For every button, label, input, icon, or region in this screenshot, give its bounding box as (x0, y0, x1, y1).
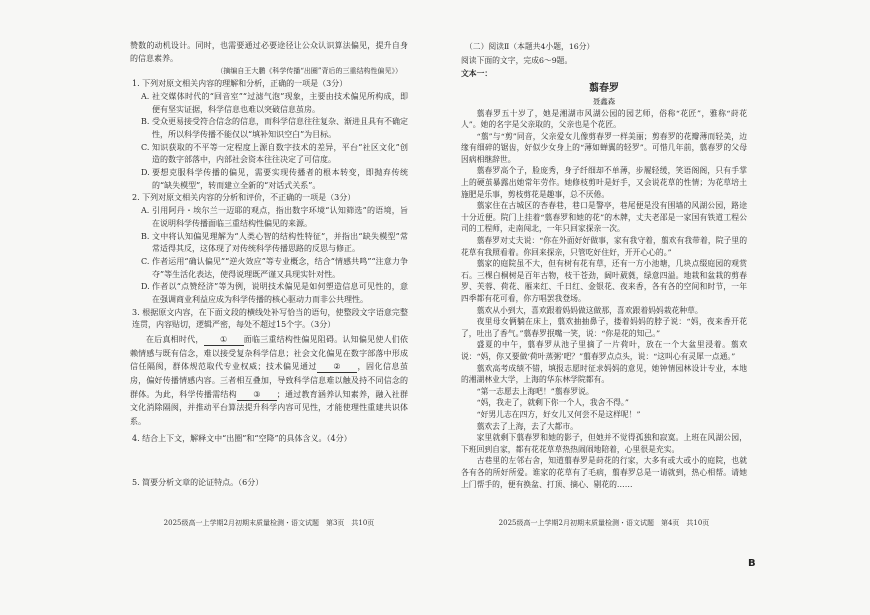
story-title: 翦春罗 (589, 82, 619, 94)
question-2-option-b (130, 231, 408, 256)
question-1 (130, 78, 408, 192)
passage-ending: 赞数的动机设计。同时，也需要通过必要途径让公众认识算法偏见，提升自身的信息素养。 (130, 41, 408, 63)
story-paragraph: 翦家住在古城区的杏春巷，巷口是警亭，巷尾便是没有围墙的风湖公园，路途十分近便。院门上挂着“翦春罗和她的花”的木牌，丈夫老邵是一家国有铁道工程公司的工程师，走南闯北，一年只回家探亲一次。 (461, 201, 747, 234)
story-paragraph: 翦欢从小到大，喜欢跟着妈妈做这做那，喜欢跟着妈妈栽花种草。 (476, 305, 703, 315)
story-paragraph: 家里就剩下翦春罗和她的影子，但她并不觉得孤独和寂寞。上班在风湖公园，下班回到自家，都有花花草草热热闹闹地陪着，心里很是充实。 (461, 433, 747, 454)
story-paragraph: 翦春罗高个子，脸庞秀，身子纤细却不单薄，步履轻缓，笑语阁阁，只有手掌上的硬茧暴露出她常年劳作。她修枝剪叶是好手，又会说花草的性情；为花草培土施肥是乐事，剪枝剪花是趣事，总不厌倦。 (461, 166, 747, 199)
story-paragraph: “第一志愿去上海吧！”翦春罗说。 (476, 386, 594, 396)
story-author: 聂鑫森 (592, 96, 616, 106)
question-3-stem: 3. 根据原文内容，在下面文段的横线处补写恰当的语句，使整段文字语意完整连贯，内容贴切，逻辑严密，每处不超过15个字。（3分） (132, 307, 408, 330)
question-2-stem: 2. 下列对原文相关内容的分析和评价，不正确的一项是（3分） (132, 193, 356, 203)
question-5: 5. 简要分析文章的论证特点。（6分） (132, 478, 264, 488)
option-text: 引用阿丹・埃尔兰一迈耶的观点，指出数字环境“认知筛选”的语境，旨在说明科学传播面临三重结构性偏见的来源。 (152, 206, 408, 228)
passage-text: ，固化信息茧房，偏好传播情感内容。三者相互叠加，导致科学信息难以触及持不同信念的群体。为此，科学传播需结构 (130, 362, 408, 399)
option-label: D. (141, 168, 150, 178)
question-2-option-c (130, 256, 408, 281)
option-label: D. (141, 282, 150, 292)
option-label: B. (141, 117, 150, 127)
story-paragraph: “好男儿志在四方，好女儿又何尝不是这样呢！” (476, 409, 641, 419)
page-footer-left: 2025级高一上学期2月初期末质量检测・语文试题 第3页 共10页 (163, 519, 375, 527)
story-paragraph: 盛夏的中午，翦春罗从池子里摘了一片荷叶，放在一个大盆里浸着。翦欢说：“妈，你又要做‘荷叶蒸粥’吧？”翦春罗点点头，说：“这叫心有灵犀一点通。” (461, 340, 747, 361)
question-3 (130, 307, 408, 429)
question-1-option-d (130, 167, 408, 192)
option-text: 作者运用“确认偏见”“逆火效应”等专业概念，结合“情感共鸣”“注意力争夺”等生活化表达，使得说理既严谨又具现实针对性。 (152, 256, 408, 279)
passage-text: 面临三重结构性偏见阻碍。认知偏见使人们依赖情感与既有信念，难以接受复杂科学信息；社会文化偏见在数字部落中形成信任隔阂，群体规范取代专业权威；技术偏见通过 (130, 335, 409, 372)
option-label: B. (141, 231, 150, 241)
option-label: C. (141, 142, 150, 152)
question-3-passage (130, 333, 408, 428)
story-paragraph: “妈，我走了，就剩下你一个人，我舍不得。” (476, 398, 629, 408)
story-paragraph: 翦春罗对丈夫说：“你在外面好好做事，家有我守着，翦欢有我带着，院子里的花草有我照看着。你回来探亲，只管吃好住好，开开心心的。” (461, 236, 747, 257)
passage-text: 在后真相时代， (146, 335, 204, 345)
reading-instruction: 阅读下面的文字，完成6～9题。 (461, 55, 573, 65)
source-citation: （摘编自王大鹏《科学传播“出圈”背后的三重结构性偏见》） (216, 67, 402, 76)
page-footer-right: 2025级高一上学期2月初期末质量检测・语文试题 第4页 共10页 (498, 519, 710, 527)
story-paragraph: 翦春罗五十岁了，她是湘湖市风湖公园的园艺师，俗称“花匠”，雅称“莳花人”。她的名字是父亲取的，父亲也是个花匠。 (461, 108, 747, 130)
option-text: 要想克服科学传播的偏见，需要实现传播者的根本转变，即抛弃传统的“缺失模型”，转而建立全新的“对话式关系”。 (152, 168, 408, 190)
story-paragraph: 夜里母女俩躺在床上，翦欢抽抽鼻子，搂着妈妈的脖子说：“妈，夜来香开花了，吐出了香气。”翦春罗抿嘴一笑，说：“你是花的知己。” (461, 317, 747, 338)
question-1-option-c (130, 142, 408, 167)
option-text: 知识获取的不平等一定程度上源自数字技术的差异，平台“社区文化”创造的数字部落中，内部社会资本往往决定了可信度。 (152, 142, 408, 165)
option-text: 受众更易接受符合信念的信息，而科学信息往往复杂、渐进且具有不确定性，所以科学传播不能仅以“填补知识空白”为目标。 (152, 117, 408, 139)
answer-blank-1: ① (204, 335, 244, 346)
paper-version-mark: B (748, 558, 756, 569)
answer-blank-2: ② (317, 362, 357, 373)
answer-blank-3: ③ (237, 390, 277, 401)
question-2-option-d (130, 281, 408, 306)
story-body (461, 108, 747, 491)
question-1-option-a (130, 91, 408, 116)
story-paragraph: 古巷里的左邻右舍，知道翦春罗是莳花的行家，大多有或大或小的庭院，也就各有各的所好所爱。谁家的花草有了毛病，翦春罗总是一请就到，热心相帮。请她上门帮手的，便有换盆、打顶、摘心、剔花的…… (461, 456, 747, 489)
left-page (130, 40, 408, 490)
right-page (461, 40, 747, 490)
story-paragraph: “翦”与“剪”同音，父亲爱女儿像剪春罗一样美丽；剪春罗的花瓣薄而轻美，边缘有细碎的锯齿，好似少女身上的“薄如蝉翼的轻罗”。可惜几年前，翦春罗的父母因病相继辞世。 (461, 131, 747, 164)
option-text: 文中将认知偏见理解为“人类心智的结构性特征”，并指出“缺失模型”常常适得其反，这体现了对传统科学传播思路的反思与修正。 (152, 231, 408, 254)
question-2 (130, 192, 408, 306)
question-4: 4. 结合上下文，解释文中“出圈”和“空降”的具体含义。（4分） (132, 434, 352, 444)
option-label: A. (141, 206, 150, 216)
option-label: A. (141, 91, 150, 101)
option-label: C. (141, 256, 150, 266)
story-paragraph: 翦欢高考成绩不错，填报志愿时征求妈妈的意见，她钟情园林设计专业，本地的湘湖林业大学，上海的华东林学院都有。 (461, 363, 747, 385)
story-paragraph: 翦家的庭院虽不大，但有树有花有草，还有一方小池塘，几块点缀庭园的观赏石。三棵白桐树是百年古物，枝干苍劲，阔叶葳蕤，绿意四溢。地栽和盆栽的剪春罗、芙蓉、荷花、雁来红、千日红、金银花、夜来香，各有各的空间和时节，一年四季都有花可看，你方唱罢我登场。 (461, 259, 747, 303)
question-1-stem: 1. 下列对原文相关内容的理解和分析，正确的一项是（3分） (132, 79, 348, 89)
story-paragraph: 翦欢去了上海，去了大都市。 (476, 421, 578, 431)
question-1-option-b (130, 116, 408, 141)
passage-text: ；通过教育涵养认知素养，融入社群文化消除隔阂，并推动平台算法提升科学内容可见性，才能使理性重建共识体系。 (130, 389, 409, 426)
option-text: 作者以“点赞经济”等为例，说明技术偏见是如何塑造信息可见性的，意在强调商业利益应成为科学传播的核心驱动力而非公共理性。 (152, 282, 408, 305)
section-heading: （二）阅读Ⅱ（本题共4小题，16分） (465, 42, 595, 51)
option-text: 社交媒体时代的“回音室”“过滤气泡”现象，主要由技术偏见所构成，即便有坚实证据，科学信息也难以突破信息茧房。 (152, 91, 408, 114)
text-label: 文本一： (461, 69, 493, 78)
question-2-option-a (130, 205, 408, 230)
